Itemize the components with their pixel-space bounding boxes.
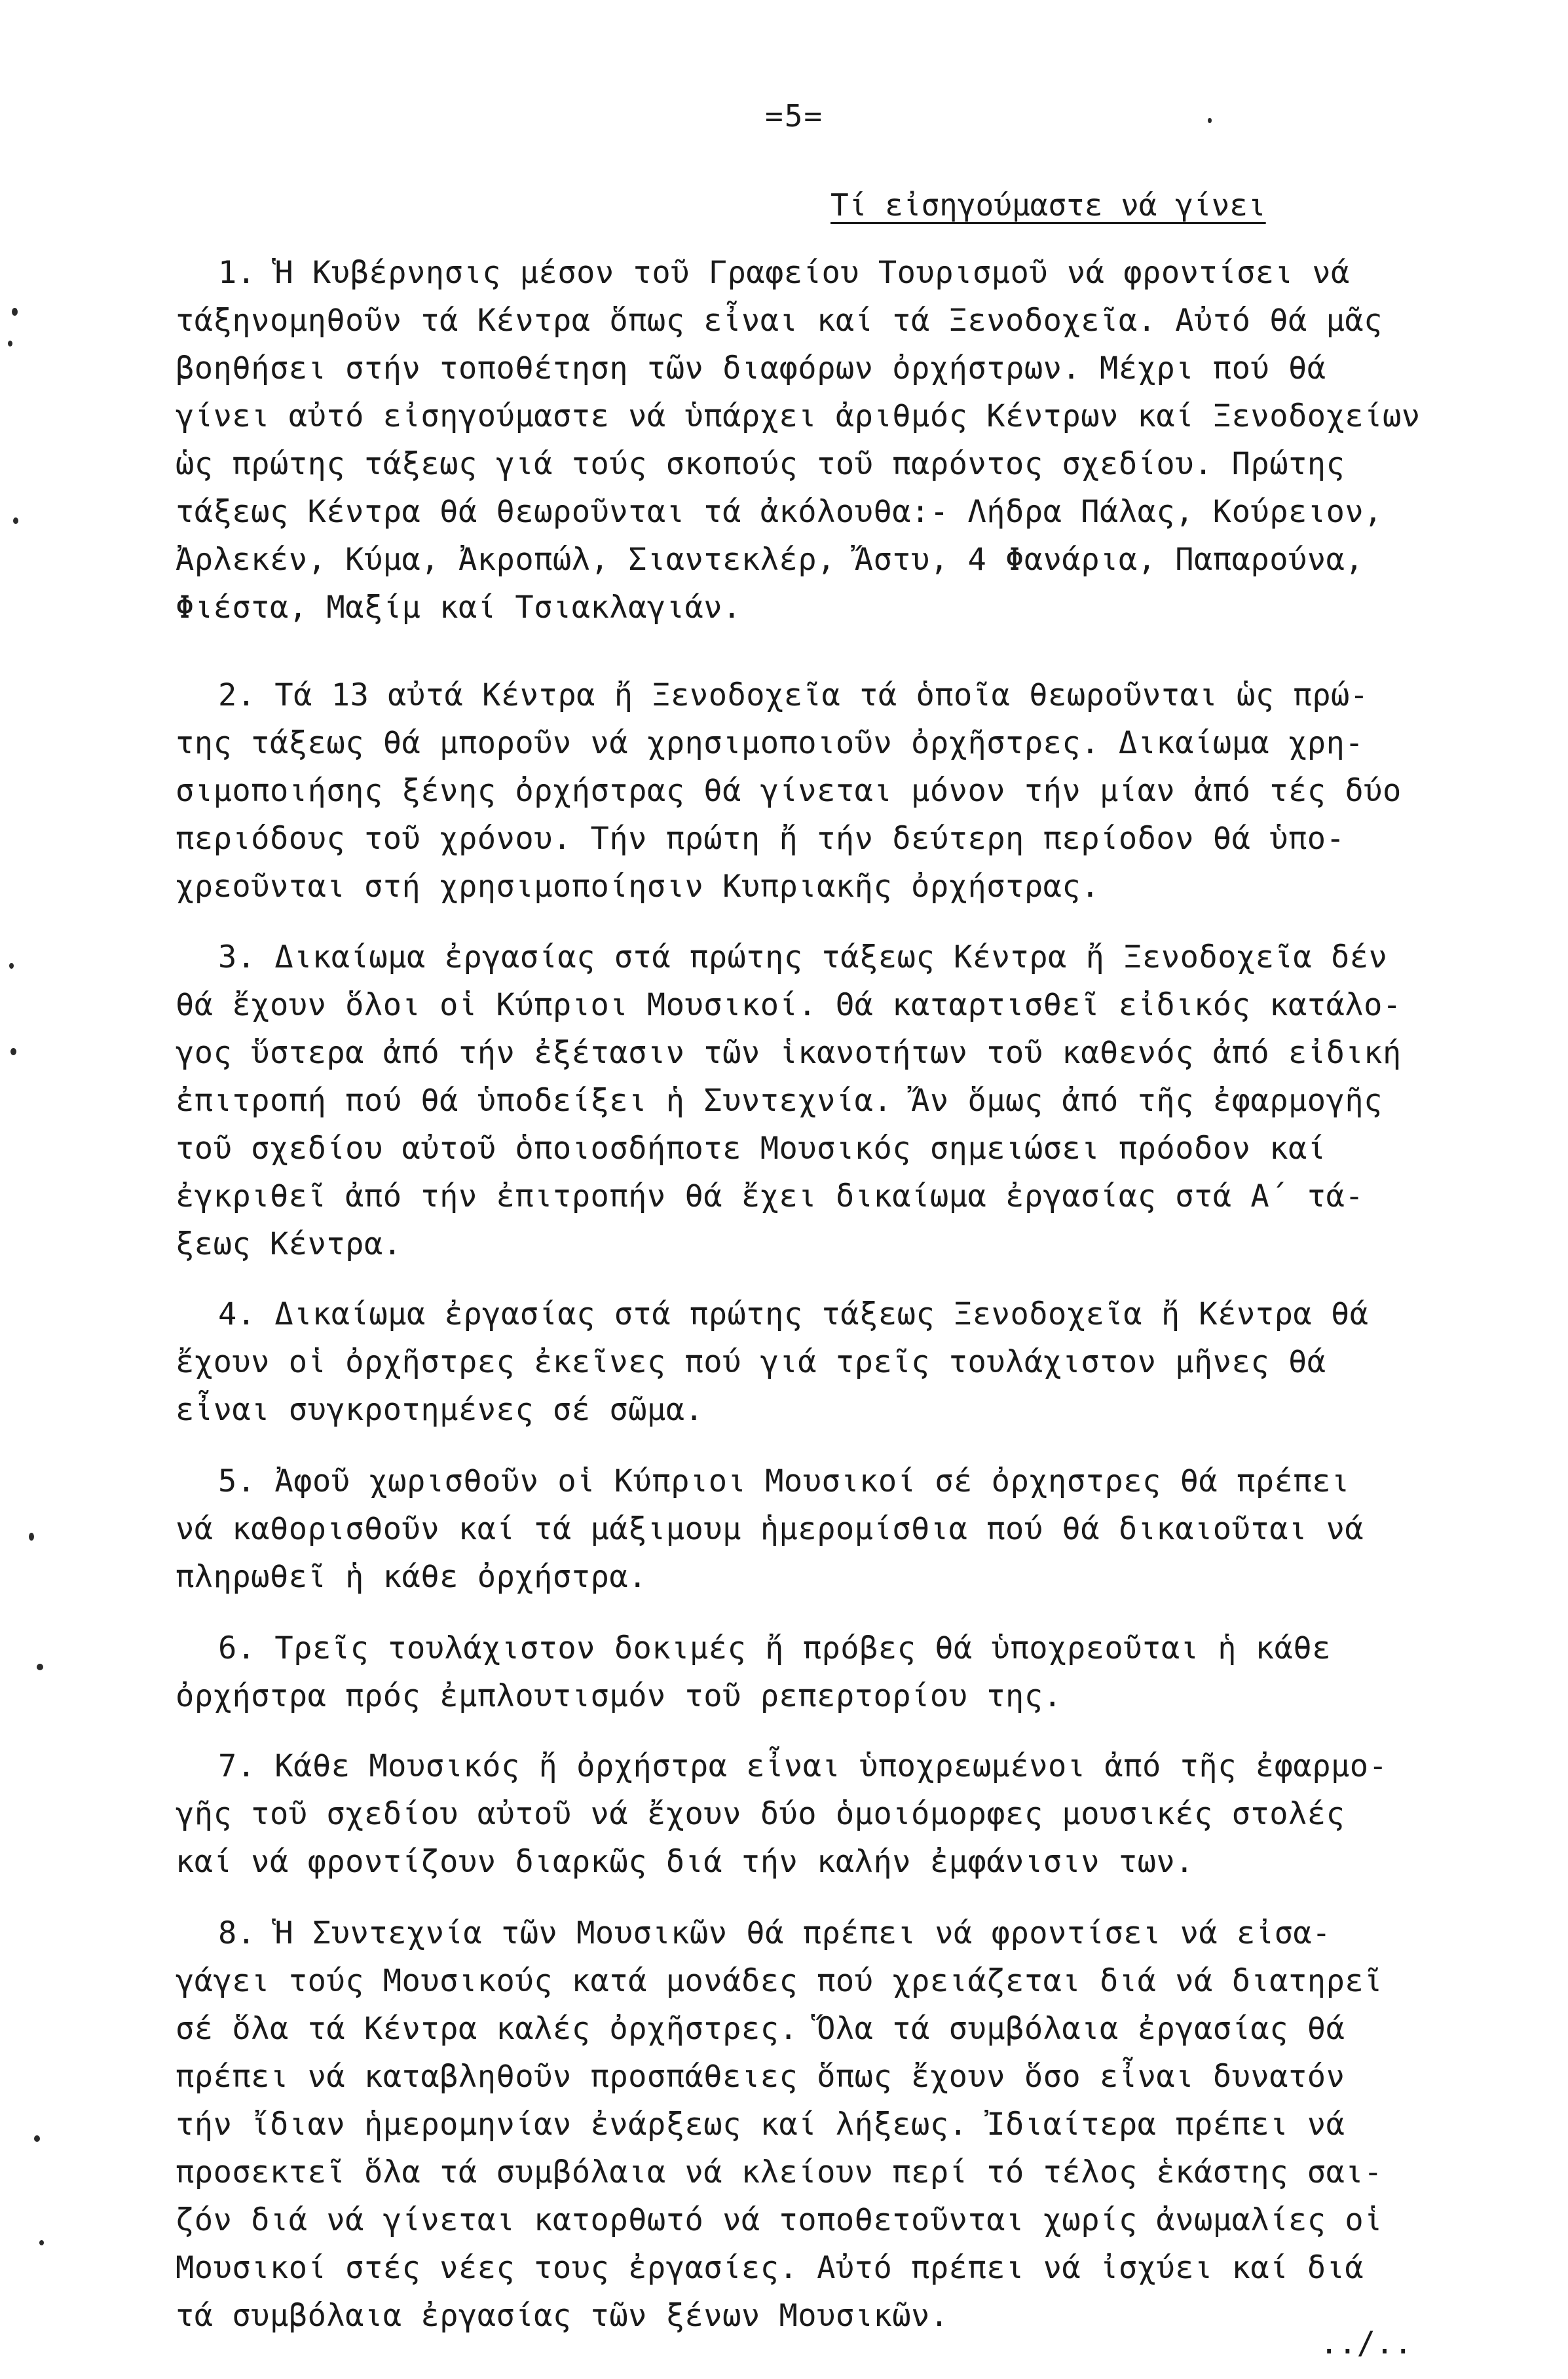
paragraph-2 — [176, 671, 1485, 910]
paragraph-line: σιμοποιήσης ξένης ὀρχήστρας θά γίνεται μόνον τήν μίαν ἀπό τές δύο — [176, 773, 1402, 809]
paragraph-line: ζόν διά νά γίνεται κατορθωτό νά τοποθετοῦνται χωρίς ἀνωμαλίες οἱ — [176, 2202, 1383, 2238]
paragraph-line: καί νά φροντίζουν διαρκῶς διά τήν καλήν ἐμφάνισιν των. — [176, 1844, 1195, 1880]
scan-speck — [1208, 118, 1212, 123]
paragraph-line: Μουσικοί στές νέες τους ἐργασίες. Αὐτό πρέπει νά ἰσχύει καί διά — [176, 2250, 1364, 2286]
paragraph-line: 6. Τρεῖς τουλάχιστον δοκιμές ἤ πρόβες θά ὑποχρεοῦται ἡ κάθε — [218, 1630, 1331, 1666]
paragraph-line: ὡς πρώτης τάξεως γιά τούς σκοπούς τοῦ παρόντος σχεδίου. Πρώτης — [176, 446, 1345, 482]
paragraph-line: χρεοῦνται στή χρησιμοποίησιν Κυπριακῆς ὀρχήστρας. — [176, 869, 1100, 905]
paragraph-1 — [176, 249, 1485, 631]
paragraph-4 — [176, 1290, 1485, 1434]
paragraph-line: γάγει τούς Μουσικούς κατά μονάδες πού χρειάζεται διά νά διατηρεῖ — [176, 1963, 1383, 1999]
paragraph-line: βοηθήσει στήν τοποθέτηση τῶν διαφόρων ὀρχήστρων. Μέχρι πού θά — [176, 350, 1326, 386]
paragraph-line: Ἀρλεκέν, Κύμα, Ἀκροπώλ, Σιαντεκλέρ, Ἄστυ, 4 Φανάρια, Παπαρούνα, — [176, 542, 1364, 578]
paragraph-7 — [176, 1742, 1485, 1886]
scan-speck — [34, 2135, 40, 2142]
paragraph-line: 7. Κάθε Μουσικός ἤ ὀρχήστρα εἶναι ὑποχρεωμένοι ἀπό τῆς ἐφαρμο- — [218, 1748, 1388, 1784]
paragraph-line: ἔχουν οἱ ὀρχῆστρες ἐκεῖνες πού γιά τρεῖς τουλάχιστον μῆνες θά — [176, 1344, 1326, 1380]
paragraph-line: τάξεως Κέντρα θά θεωροῦνται τά ἀκόλουθα:- Λήδρα Πάλας, Κούρειον, — [176, 494, 1383, 530]
paragraph-line: τάξηνομηθοῦν τά Κέντρα ὅπως εἶναι καί τά Ξενοδοχεῖα. Αὐτό θά μᾶς — [176, 303, 1383, 339]
paragraph-5 — [176, 1457, 1485, 1601]
paragraph-line: περιόδους τοῦ χρόνου. Τήν πρώτη ἤ τήν δεύτερη περίοδον θά ὑπο- — [176, 821, 1345, 857]
paragraph-line: εἶναι συγκροτημένες σέ σῶμα. — [176, 1392, 704, 1428]
scan-speck — [13, 517, 18, 524]
paragraph-6 — [176, 1624, 1485, 1720]
paragraph-line: ἐγκριθεῖ ἀπό τήν ἐπιτροπήν θά ἔχει δικαίωμα ἐργασίας στά Α΄ τά- — [176, 1178, 1364, 1214]
scan-speck — [10, 1048, 16, 1055]
paragraph-line: Φιέστα, Μαξίμ καί Τσιακλαγιάν. — [176, 590, 741, 626]
paragraph-8 — [176, 1909, 1485, 2340]
paragraph-line: 1. Ἡ Κυβέρνησις μέσον τοῦ Γραφείου Τουρισμοῦ νά φροντίσει νά — [218, 255, 1350, 291]
scan-speck — [9, 963, 14, 969]
paragraph-line: 5. Ἀφοῦ χωρισθοῦν οἱ Κύπριοι Μουσικοί σέ ὀρχηστρες θά πρέπει — [218, 1463, 1350, 1499]
paragraph-line: νά καθορισθοῦν καί τά μάξιμουμ ἡμερομίσθια πού θά δικαιοῦται νά — [176, 1511, 1364, 1547]
paragraph-line: γίνει αὐτό εἰσηγούμαστε νά ὑπάρχει ἀριθμός Κέντρων καί Ξενοδοχείων — [176, 398, 1421, 434]
paragraph-line: τά συμβόλαια ἐργασίας τῶν ξένων Μουσικῶν. — [176, 2298, 949, 2334]
paragraph-line: γῆς τοῦ σχεδίου αὐτοῦ νά ἔχουν δύο ὁμοιόμορφες μουσικές στολές — [176, 1796, 1345, 1832]
scan-speck — [39, 2240, 44, 2245]
paragraph-line: ξεως Κέντρα. — [176, 1226, 402, 1262]
paragraph-line: σέ ὅλα τά Κέντρα καλές ὀρχῆστρες. Ὅλα τά συμβόλαια ἐργασίας θά — [176, 2011, 1345, 2047]
paragraph-line: ἐπιτροπή πού θά ὑποδείξει ἡ Συντεχνία. Ἄν ὅμως ἀπό τῆς ἐφαρμογῆς — [176, 1083, 1383, 1119]
paragraph-line: τοῦ σχεδίου αὐτοῦ ὁποιοσδήποτε Μουσικός σημειώσει πρόοδον καί — [176, 1131, 1326, 1167]
paragraph-line: προσεκτεῖ ὅλα τά συμβόλαια νά κλείουν περί τό τέλος ἑκάστης σαι- — [176, 2154, 1383, 2190]
paragraph-3 — [176, 933, 1485, 1268]
paragraph-line: θά ἔχουν ὅλοι οἱ Κύπριοι Μουσικοί. Θά καταρτισθεῖ εἰδικός κατάλο- — [176, 987, 1402, 1023]
paragraph-line: 2. Τά 13 αὐτά Κέντρα ἤ Ξενοδοχεῖα τά ὁποῖα θεωροῦνται ὡς πρώ- — [218, 677, 1369, 713]
scan-speck — [29, 1533, 34, 1541]
paragraph-line: της τάξεως θά μποροῦν νά χρησιμοποιοῦν ὀρχῆστρες. Δικαίωμα χρη- — [176, 725, 1364, 761]
scan-speck — [12, 308, 18, 316]
paragraph-line: πρέπει νά καταβληθοῦν προσπάθειες ὅπως ἔχουν ὅσο εἶναι δυνατόν — [176, 2059, 1345, 2095]
paragraph-line: ὀρχήστρα πρός ἐμπλουτισμόν τοῦ ρεπερτορίου της. — [176, 1678, 1062, 1714]
paragraph-line: 8. Ἡ Συντεχνία τῶν Μουσικῶν θά πρέπει νά φροντίσει νά εἰσα- — [218, 1915, 1331, 1951]
section-heading: Τί εἰσηγούμαστε νά γίνει — [831, 187, 1266, 223]
paragraph-line: 3. Δικαίωμα ἐργασίας στά πρώτης τάξεως Κέντρα ἤ Ξενοδοχεῖα δέν — [218, 939, 1388, 975]
paragraph-line: τήν ἴδιαν ἡμερομηνίαν ἐνάρξεως καί λήξεως. Ἰδιαίτερα πρέπει νά — [176, 2107, 1345, 2143]
paragraph-line: 4. Δικαίωμα ἐργασίας στά πρώτης τάξεως Ξενοδοχεῖα ἤ Κέντρα θά — [218, 1296, 1369, 1332]
scan-speck — [8, 341, 12, 347]
paragraph-line: πληρωθεῖ ἡ κάθε ὀρχήστρα. — [176, 1559, 647, 1595]
page-number: =5= — [765, 98, 824, 134]
paragraph-line: γος ὕστερα ἀπό τήν ἐξέτασιν τῶν ἱκανοτήτων τοῦ καθενός ἀπό εἰδική — [176, 1035, 1402, 1071]
scan-speck — [37, 1664, 43, 1670]
continuation-marker: ../.. — [1320, 2325, 1413, 2361]
